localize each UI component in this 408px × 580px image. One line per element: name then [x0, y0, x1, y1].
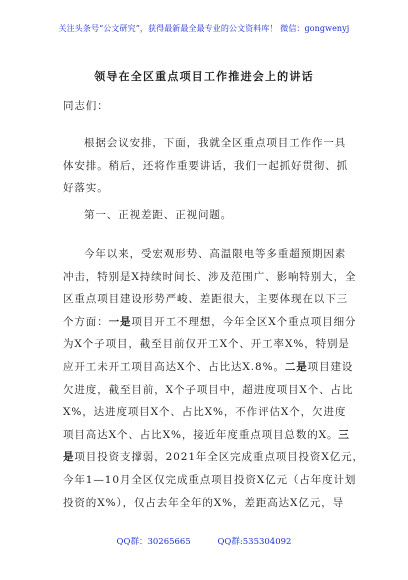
salutation-text: 同志们： [63, 100, 109, 112]
main-line: 是项目投资支撑弱，2021年全区完成重点项目投资X亿元， [63, 451, 364, 464]
footer-qq-group-2: QQ群:535304092 [217, 537, 292, 547]
main-line: X%，达进度项目X个、占比X%，不作评估X个，欠进度 [63, 406, 347, 419]
main-paragraph [63, 243, 364, 514]
main-line: 投资的X%），仅占去年全年的X%，差距高达X亿元，导 [63, 496, 345, 509]
emphasis-marker: 一是 [108, 315, 132, 328]
section-heading-text: 第一、正视差距、正视问题。 [84, 209, 233, 221]
main-line: 应开工未开工项目高达X个、占比达X.8%。二是项目建设 [63, 360, 354, 373]
intro-line: 体安排。稍后，还将作重要讲话，我们一起抓好贯彻、抓 [63, 159, 348, 172]
main-line: 今年1—10月全区仅完成重点项目投资X亿元（占年度计划 [63, 473, 357, 486]
main-line: 为X个子项目，截至目前仅开工X个、开工率X%，特别是 [63, 338, 350, 351]
main-line: 今年以来，受宏观形势、高温限电等多重超预期因素 [84, 248, 347, 260]
main-line: 个方面：一是项目开工不理想，今年全区X个重点项目细分 [63, 315, 357, 328]
emphasis-marker: 三 [338, 428, 350, 441]
main-line: 项目高达X个、占比X%，接近年度重点项目总数的X。三 [63, 428, 350, 441]
section-heading [63, 204, 353, 227]
emphasis-marker: 二是 [284, 360, 308, 373]
document-title: 领导在全区重点项目工作推进会上的讲话 [94, 70, 314, 83]
footer-contact [0, 535, 408, 547]
main-line: 冲击，特别是X持续时间长、涉及范围广、影响特别大，全 [63, 270, 357, 283]
salutation [63, 95, 353, 118]
intro-paragraph [63, 132, 353, 200]
main-line: 区重点项目建设形势严峻、差距很大，主要体现在以下三 [63, 293, 348, 306]
intro-line: 根据会议安排，下面，我就全区重点项目工作作一具 [84, 137, 347, 149]
main-line: 欠进度，截至目前，X个子项目中，超进度项目X个、占比 [63, 383, 354, 396]
footer-qq-group-1: QQ群：30265665 [116, 537, 191, 547]
header-banner: 关注头条号“公文研究”，获得最新最全最专业的公文资料库！ 微信：gongwenyj [58, 24, 350, 33]
emphasis-marker: 是 [63, 451, 75, 464]
intro-line: 好落实。 [63, 182, 109, 195]
